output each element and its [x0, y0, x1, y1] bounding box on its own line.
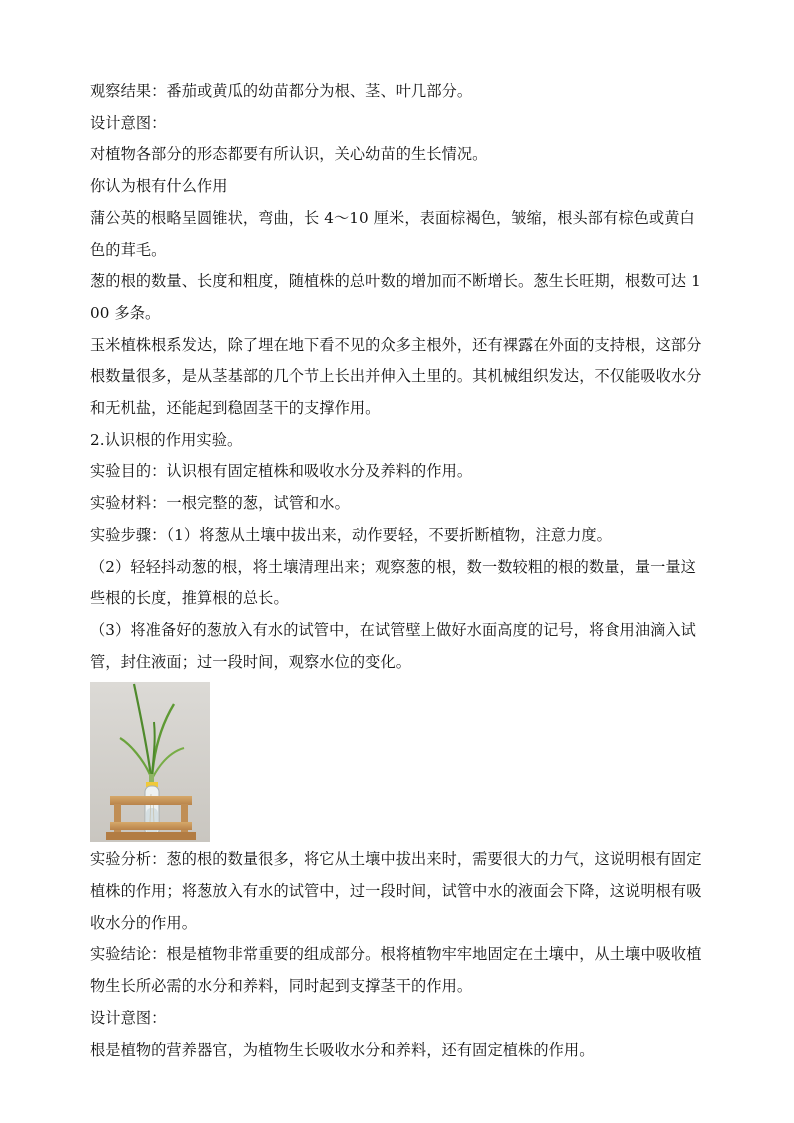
paragraph-design-intent-text-2: 根是植物的营养器官，为植物生长吸收水分和养料，还有固定植株的作用。	[90, 1040, 595, 1059]
paragraph-experiment-title: 2.认识根的作用实验。	[90, 430, 243, 449]
paragraph-question: 你认为根有什么作用	[90, 177, 228, 196]
paragraph-scallion-root: 葱的根的数量、长度和粗度，随植株的总叶数的增加而不断增长。葱生长旺期，根数可达 100 多条。	[90, 272, 701, 322]
document-page	[90, 76, 704, 1066]
paragraph-design-intent-text: 对植物各部分的形态都要有所认识，关心幼苗的生长情况。	[90, 145, 488, 164]
paragraph-design-intent-heading-2: 设计意图：	[90, 1008, 167, 1027]
paragraph-design-intent-heading: 设计意图：	[90, 113, 167, 132]
scallion-test-tube-photo	[90, 682, 210, 842]
paragraph-experiment-step-3: （3）将准备好的葱放入有水的试管中，在试管壁上做好水面高度的记号，将食用油滴入试管，封住液面；过一段时间，观察水位的变化。	[90, 620, 696, 671]
paragraph-experiment-step-2: （2）轻轻抖动葱的根，将土壤清理出来；观察葱的根，数一数较粗的根的数量，量一量这些根的长度，推算根的总长。	[90, 557, 696, 608]
paragraph-experiment-step-1: 实验步骤：（1）将葱从土壤中拔出来，动作要轻，不要折断植物，注意力度。	[90, 525, 612, 544]
paragraph-corn-root: 玉米植株根系发达，除了埋在地下看不见的众多主根外，还有裸露在外面的支持根，这部分根数量很多，是从茎基部的几个节上长出并伸入土里的。其机械组织发达，不仅能吸收水分和无机盐，还能起到稳固茎干的支撑作用。	[90, 335, 702, 418]
paragraph-observation-result: 观察结果：番茄或黄瓜的幼苗都分为根、茎、叶几部分。	[90, 82, 473, 100]
paragraph-dandelion-root: 蒲公英的根略呈圆锥状，弯曲，长 4～10 厘米，表面棕褐色，皱缩，根头部有棕色或黄白色的茸毛。	[90, 208, 695, 259]
paragraph-experiment-analysis: 实验分析：葱的根的数量很多，将它从土壤中拔出来时，需要很大的力气，这说明根有固定植株的作用；将葱放入有水的试管中，过一段时间，试管中水的液面会下降，这说明根有吸收水分的作用。	[90, 850, 702, 932]
paragraph-experiment-conclusion: 实验结论：根是植物非常重要的组成部分。根将植物牢牢地固定在土壤中，从土壤中吸收植物生长所必需的水分和养料，同时起到支撑茎干的作用。	[90, 945, 702, 996]
paragraph-experiment-purpose: 实验目的：认识根有固定植株和吸收水分及养料的作用。	[90, 462, 473, 481]
paragraph-experiment-materials: 实验材料：一根完整的葱，试管和水。	[90, 494, 350, 513]
